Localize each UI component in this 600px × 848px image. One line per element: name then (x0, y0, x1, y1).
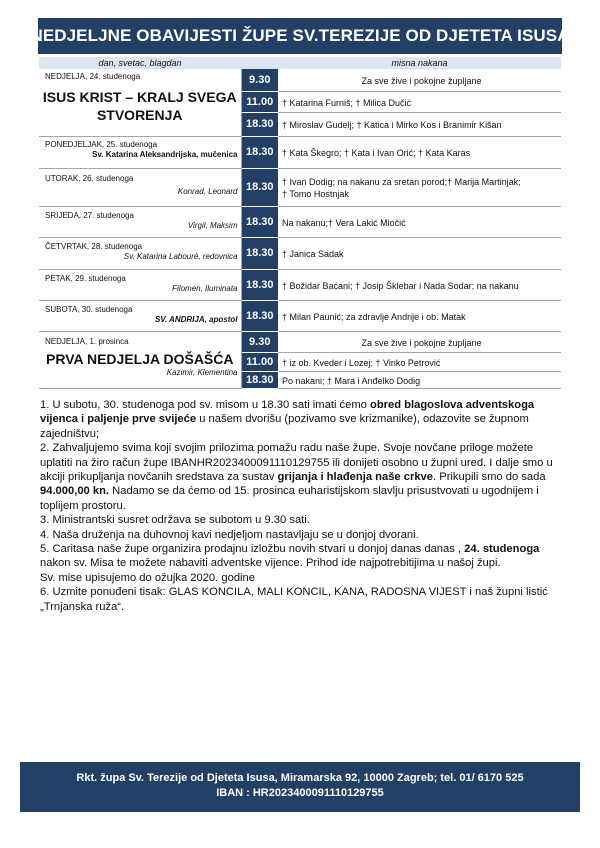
day-cell (39, 237, 241, 269)
mass-time: 9.30 (241, 331, 278, 352)
saint-name: Sv. Katarina Aleksandrijska, mučenica (92, 149, 238, 159)
mass-time: 18.30 (241, 300, 278, 331)
table-row (39, 69, 561, 91)
intention-line: † Ivan Dodig; na nakanu za sretan porod;† Marija Martinjak; (282, 177, 521, 187)
mass-time: 9.30 (241, 69, 278, 91)
table-row (39, 300, 561, 331)
feast-title: PRVA NEDJELJA DOŠAŠĆA (46, 350, 234, 367)
day-name: NEDJELJA, 24. studenoga (45, 72, 141, 81)
day-name: ČETVRTAK, 28. studenoga (45, 241, 143, 251)
mass-time: 18.30 (241, 269, 278, 300)
mass-time: 18.30 (241, 206, 278, 237)
day-name: NEDJELJA, 1. prosinca (45, 336, 129, 346)
mass-time: 18.30 (241, 371, 278, 388)
day-cell (39, 136, 241, 168)
heating-emphasis: grijanja i hlađenja naše crkve (277, 471, 434, 484)
saint-name: Virgil, Maksim (187, 220, 238, 230)
announcement-5: 5. Caritasa naše župe organizira prodajnu izložbu novih stvari u donjoj danas danas , 24. studenoga nakon sv. Misa te možete nabaviti adventske vijence. Prihod ide najpotrebitijima u našoj župi. (40, 543, 540, 570)
mass-intention: Po nakani; † Mara i Anđelko Dodig (278, 371, 561, 388)
feast-title: ISUS KRIST – KRALJ SVEGA STVORENJA (42, 89, 237, 123)
saint-name: SV. ANDRIJA, apostol (154, 314, 238, 324)
table-row (39, 237, 561, 269)
intention-line: † Tomo Hostnjak (282, 189, 349, 199)
day-cell (39, 300, 241, 331)
footer (20, 762, 580, 812)
mass-time: 18.30 (241, 237, 278, 269)
mass-intention: Na nakanu;† Vera Lakić Miočić (278, 206, 561, 237)
mass-time: 18.30 (241, 112, 278, 136)
day-name: PETAK, 29. studenoga (45, 273, 126, 283)
day-cell (39, 69, 241, 136)
mass-intention: Za sve žive i pokojne župljane (278, 331, 561, 352)
table-row (39, 168, 561, 206)
day-cell (39, 269, 241, 300)
mass-booking-note: Sv. mise upisujemo do ožujka 2020. godine (40, 571, 255, 584)
mass-time: 11.00 (241, 91, 278, 112)
mass-intention: Za sve žive i pokojne župljane (278, 69, 561, 91)
footer-iban: IBAN : HR2023400091110129755 (216, 787, 384, 799)
mass-time: 18.30 (241, 168, 278, 206)
day-name: SUBOTA, 30. studenoga (45, 304, 133, 314)
saint-name: Filomen, Iluminata (172, 283, 238, 293)
table-row (39, 206, 561, 237)
day-name: UTORAK, 26. studenoga (45, 173, 134, 183)
saint-name: Kazimir, Klementina (166, 367, 238, 377)
header-intention: misna nakana (278, 57, 561, 69)
advent-wreath-emphasis: obred blagoslova adventskoga vijenca i paljenje prve svijeće (40, 399, 535, 426)
amount-emphasis: 94.000,00 kn. (40, 485, 110, 498)
saint-name: Sv. Katarina Labouré, redovnica (123, 251, 238, 261)
day-name: PONEDJELJAK, 25. studenoga (45, 139, 158, 149)
saint-name: Konrad, Leonard (177, 186, 238, 196)
day-cell (39, 168, 241, 206)
announcement-2: 2. Zahvaljujemo svima koji svojim prilozima pomažu radu naše župe. Svoje novčane priloge možete uplatiti na žiro račun župe IBANHR2023400091110129755 ili donijeti osobno u župni ured. I dalje smo u akciji prikupljanja novčanih sredstava za sustav grijanja i hlađenja naše crkve. Prikupili smo do sada 94.000,00 kn. Nadamo se da ćemo od 15. prosinca euharistijskom slavlju prisustvovati u ugodnijem i toplijem prostoru. (40, 442, 553, 512)
table-header (39, 57, 561, 69)
mass-time: 18.30 (241, 136, 278, 168)
mass-intention: † Milan Paunić; za zdravlje Andrije i ob. Matak (278, 300, 561, 331)
mass-intention: † Janica Sadak (278, 237, 561, 269)
footer-address: Rkt. župa Sv. Terezije od Djeteta Isusa, Miramarska 92, 10000 Zagreb; tel. 01/ 6170 525 (76, 772, 524, 784)
day-name: SRIJEDA, 27. studenoga (45, 210, 134, 220)
mass-intention: † Božidar Baćani; † Josip Šklebar i Nada Sodar; na nakanu (278, 269, 561, 300)
mass-intention: † Katarina Furniš; † Milica Dučić (278, 91, 561, 112)
mass-time: 11.00 (241, 352, 278, 371)
announcement-4: 4. Naša druženja na duhovnoj kavi nedjeljom nastavljaju se u donjoj dvorani. (40, 528, 419, 541)
date-emphasis: 24. studenoga (464, 543, 540, 556)
header-day: dan, svetac, blagdan (39, 57, 241, 69)
announcement-1: 1. U subotu, 30. studenoga pod sv. misom u 18.30 sati imati ćemo obred blagoslova adventskoga vijenca i paljenje prve svijeće u našem dvorišu (pozivamo sve krizmanike), odazovite se župnom zajedništvu; (40, 399, 535, 440)
bulletin-title: NEDJELJNE OBAVIJESTI ŽUPE SV.TEREZIJE OD DJETETA ISUSA (38, 18, 562, 54)
day-cell (39, 206, 241, 237)
announcement-3: 3. Ministrantski susret održava se subotom u 9.30 sati. (40, 514, 310, 527)
table-row (39, 331, 561, 352)
day-cell (39, 331, 241, 388)
mass-schedule-table (39, 57, 561, 389)
announcement-6: 6. Uzmite ponuđeni tisak: GLAS KONCILA, MALI KONCIL, KANA, RADOSNA VIJEST i naš župni listić „Trnjanska ruža“. (40, 586, 548, 613)
announcements (40, 398, 565, 614)
mass-intention: † Miroslav Gudelj; † Katica i Mirko Kos i Branimir Kišan (278, 112, 561, 136)
mass-intention: † iz ob. Kveder i Lozej; † Vinko Petrović (278, 352, 561, 371)
mass-intention: † Kata Škegro; † Kata i Ivan Orić; † Kata Karas (278, 136, 561, 168)
table-row (39, 269, 561, 300)
table-row (39, 136, 561, 168)
mass-intention (278, 168, 561, 206)
